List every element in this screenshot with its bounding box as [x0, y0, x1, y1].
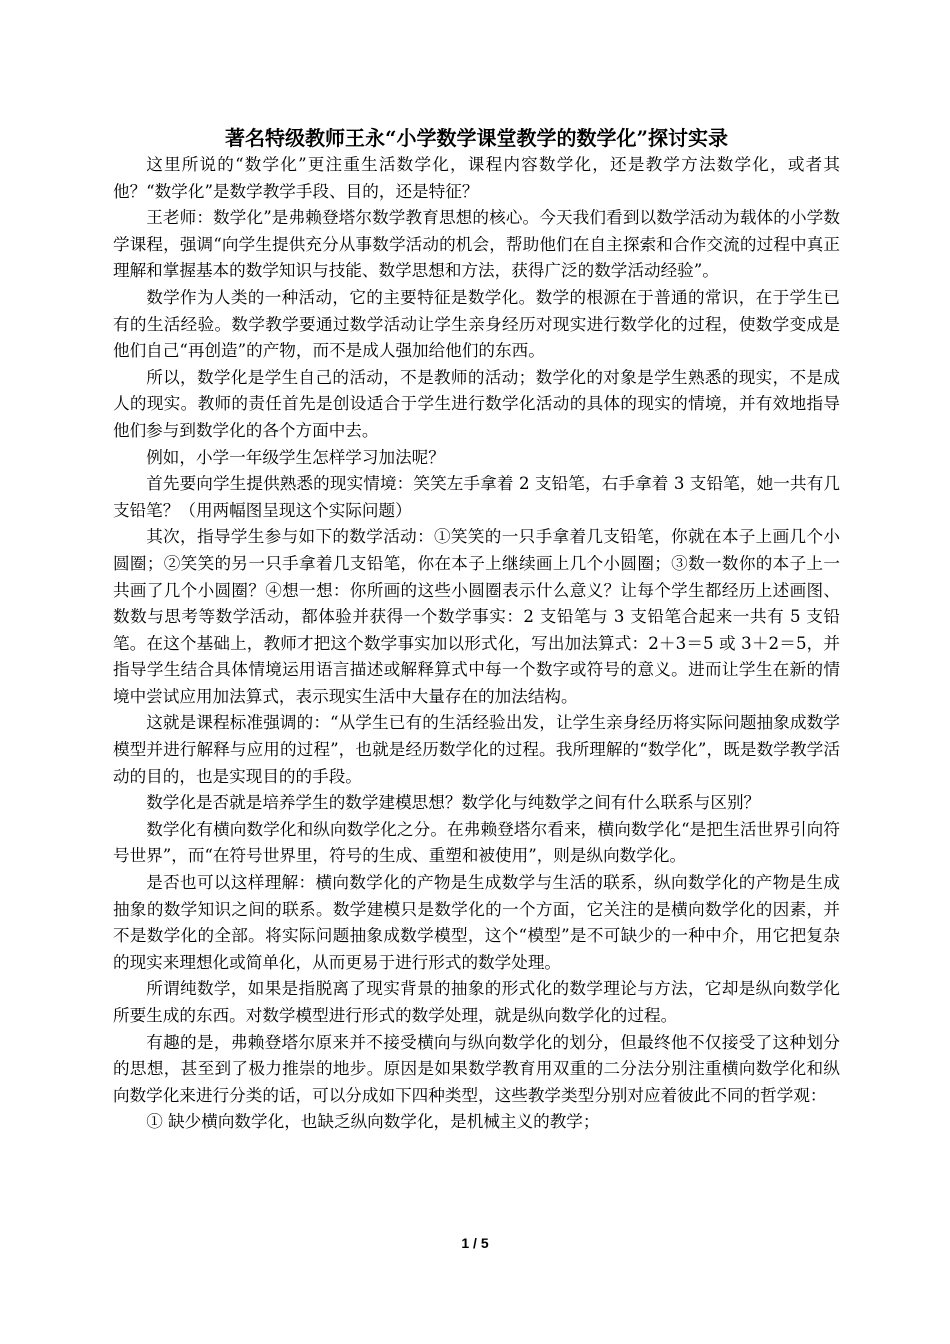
paragraph: 这就是课程标准强调的：“从学生已有的生活经验出发，让学生亲身经历将实际问题抽象成数学模型并进行解释与应用的过程”，也就是经历数学化的过程。我所理解的“数学化”，既是数学教学活动的目的，也是实现目的的手段。: [113, 713, 840, 786]
paragraph: 首先要向学生提供熟悉的现实情境：笑笑左手拿着 2 支铅笔，右手拿着 3 支铅笔，她一共有几支铅笔？（用两幅图呈现这个实际问题）: [113, 474, 840, 520]
paragraph: 所谓纯数学，如果是指脱离了现实背景的抽象的形式化的数学理论与方法，它却是纵向数学化所要生成的东西。对数学模型进行形式的数学处理，就是纵向数学化的过程。: [113, 979, 840, 1025]
paragraph: 是否也可以这样理解：横向数学化的产物是生成数学与生活的联系，纵向数学化的产物是生成抽象的数学知识之间的联系。数学建模只是数学化的一个方面，它关注的是横向数学化的因素，并不是数学化的全部。将实际问题抽象成数学模型，这个“模型”是不可缺少的一种中介，用它把复杂的现实来理想化或简单化，从而更易于进行形式的数学处理。: [113, 873, 840, 972]
paragraph: 这里所说的“数学化”更注重生活数学化，课程内容数学化，还是教学方法数学化，或者其他？“数学化”是数学教学手段、目的，还是特征？: [113, 155, 840, 201]
document-body: [113, 124, 840, 1136]
document-title: 著名特级教师王永“小学数学课堂教学的数学化”探讨实录: [224, 126, 728, 150]
paragraph: ① 缺少横向数学化，也缺乏纵向数学化，是机械主义的教学；: [146, 1112, 600, 1132]
paragraph: 数学化有横向数学化和纵向数学化之分。在弗赖登塔尔看来，横向数学化“是把生活世界引向符号世界”，而“在符号世界里，符号的生成、重塑和被使用”，则是纵向数学化。: [113, 819, 840, 866]
paragraph: 有趣的是，弗赖登塔尔原来并不接受横向与纵向数学化的划分，但最终他不仅接受了这种划分的思想，甚至到了极力推崇的地步。原因是如果数学教育用双重的二分法分别注重横向数学化和纵向数学化来进行分类的话，可以分成如下四种类型，这些教学类型分别对应着彼此不同的哲学观：: [113, 1032, 840, 1105]
paragraph: 数学化是否就是培养学生的数学建模思想？数学化与纯数学之间有什么联系与区别？: [146, 793, 761, 813]
paragraph: 其次，指导学生参与如下的数学活动：①笑笑的一只手拿着几支铅笔，你就在本子上画几个小圆圈；②笑笑的另一只手拿着几支铅笔，你在本子上继续画上几个小圆圈；③数一数你的本子上一共画了几个小圆圈？④想一想：你所画的这些小圆圈表示什么意义？让每个学生都经历上述画图、数数与思考等数学活动，都体验并获得一个数学事实：2 支铅笔与 3 支铅笔合起来一共有 5 支铅笔。在这个基础上，教师才把这个数学事实加以形式化，写出加法算式：2＋3＝5 或 3＋2＝5，并指导学生结合具体情境运用语言描述或解释算式中每一个数字或符号的意义。进而让学生在新的情境中尝试应用加法算式，表示现实生活中大量存在的加法结构。: [113, 527, 840, 706]
paragraph: 例如，小学一年级学生怎样学习加法呢？: [146, 447, 445, 467]
paragraph: 王老师：数学化”是弗赖登塔尔数学教育思想的核心。今天我们看到以数学活动为载体的小学数学课程，强调“向学生提供充分从事数学活动的机会，帮助他们在自主探索和合作交流的过程中真正理解和掌握基本的数学知识与技能、数学思想和方法，获得广泛的数学活动经验”。: [113, 208, 840, 281]
page-number: 1 / 5: [461, 1235, 489, 1251]
paragraph: 所以，数学化是学生自己的活动，不是教师的活动；数学化的对象是学生熟悉的现实，不是成人的现实。教师的责任首先是创设适合于学生进行数学化活动的具体的现实的情境，并有效地指导他们参与到数学化的各个方面中去。: [113, 367, 840, 440]
paragraph: 数学作为人类的一种活动，它的主要特征是数学化。数学的根源在于普通的常识，在于学生已有的生活经验。数学教学要通过数学活动让学生亲身经历对现实进行数学化的过程，使数学变成是他们自己“再创造”的产物，而不是成人强加给他们的东西。: [113, 287, 840, 361]
